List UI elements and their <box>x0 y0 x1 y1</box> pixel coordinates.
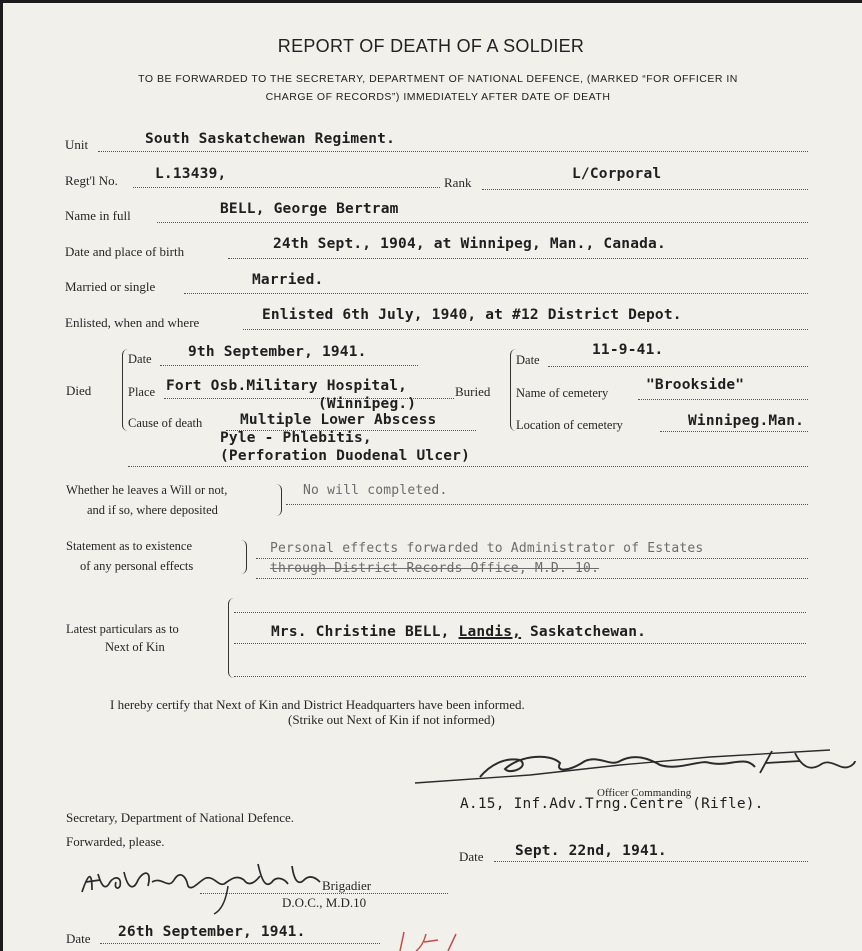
doc-text: D.O.C., M.D.10 <box>282 895 367 910</box>
secretary-text: Secretary, Department of National Defence. <box>66 810 294 825</box>
buried-label: Buried <box>455 384 491 399</box>
enlisted-value: Enlisted 6th July, 1940, at #12 District Depot. <box>262 307 682 323</box>
rank-label: Rank <box>444 175 472 190</box>
died-place-value: Fort Osb.Military Hospital, <box>166 378 408 394</box>
cemetery-name-value: "Brookside" <box>646 377 745 393</box>
effects-label-1: Statement as to existence <box>66 539 193 553</box>
died-date-label: Date <box>128 352 152 366</box>
cause-value-2: Pyle - Phlebitis, <box>220 430 372 446</box>
effects-line-2 <box>256 578 808 579</box>
subtitle-line-2: CHARGE OF RECORDS”) IMMEDIATELY AFTER DATE OF DEATH <box>265 91 611 103</box>
will-brace <box>276 484 282 516</box>
brigadier-text: Brigadier <box>322 878 372 893</box>
rank-value: L/Corporal <box>572 166 662 182</box>
buried-date-value: 11-9-41. <box>592 342 664 358</box>
cause-extra-line <box>128 466 808 467</box>
died-label: Died <box>66 383 92 398</box>
regt-value: L.13439, <box>155 166 227 182</box>
bottom-date-value: 26th September, 1941. <box>118 924 306 940</box>
subtitle-line-1: TO BE FORWARDED TO THE SECRETARY, DEPARTMENT OF NATIONAL DEFENCE, (MARKED “FOR OFFICER IN <box>138 73 738 85</box>
cemetery-name-line <box>638 399 808 400</box>
effects-value-1: Personal effects forwarded to Administrator of Estates <box>270 541 704 556</box>
name-line <box>157 222 808 223</box>
died-date-line <box>160 365 418 366</box>
red-pencil-mark <box>390 928 480 951</box>
kin-value-town: Landis, <box>458 624 522 640</box>
unit-line <box>98 151 808 152</box>
forwarded-text: Forwarded, please. <box>66 834 165 849</box>
birth-label: Date and place of birth <box>65 244 185 259</box>
cemetery-location-label: Location of cemetery <box>516 418 623 432</box>
enlisted-label: Enlisted, when and where <box>65 315 200 330</box>
kin-label-2: Next of Kin <box>105 640 165 654</box>
certify-line-1: I hereby certify that Next of Kin and District Headquarters have been informed. <box>110 697 525 712</box>
enlisted-line <box>243 329 808 330</box>
officer-date-label: Date <box>459 849 484 864</box>
kin-line-1 <box>234 612 806 613</box>
document-title: REPORT OF DEATH OF A SOLDIER <box>277 36 585 56</box>
cemetery-location-value: Winnipeg.Man. <box>688 413 805 429</box>
brigadier-line <box>200 893 448 894</box>
birth-value: 24th Sept., 1904, at Winnipeg, Man., Canada. <box>273 236 666 252</box>
kin-value-province: Saskatchewan. <box>530 624 647 640</box>
regt-label: Regt'l No. <box>65 173 118 188</box>
cemetery-location-line <box>660 431 808 432</box>
effects-label-2: of any personal effects <box>80 559 194 573</box>
buried-date-label: Date <box>516 353 540 367</box>
will-label-1: Whether he leaves a Will or not, <box>66 483 228 497</box>
kin-label-1: Latest particulars as to <box>66 622 179 636</box>
officer-date-value: Sept. 22nd, 1941. <box>515 843 667 859</box>
married-value: Married. <box>252 272 324 288</box>
died-place-label: Place <box>128 385 156 399</box>
officer-commanding-label: Officer Commanding <box>597 787 692 799</box>
effects-value-2-struck: through District Records Office, M.D. 10. <box>270 561 600 576</box>
scan-border-top <box>0 0 862 3</box>
will-line <box>286 504 808 505</box>
unit-label: Unit <box>65 137 89 152</box>
name-value: BELL, George Bertram <box>220 201 399 217</box>
cause-label: Cause of death <box>128 416 203 430</box>
rank-line <box>482 189 808 190</box>
buried-date-line <box>548 366 808 367</box>
effects-line-1 <box>256 558 808 559</box>
name-label: Name in full <box>65 208 131 223</box>
officer-date-line <box>494 861 808 862</box>
effects-brace <box>241 540 247 574</box>
died-place-value-2: (Winnipeg.) <box>318 396 417 412</box>
certify-line-2: (Strike out Next of Kin if not informed) <box>288 712 495 727</box>
married-line <box>184 293 808 294</box>
cause-value-1: Multiple Lower Abscess <box>240 412 437 428</box>
kin-line-2 <box>234 643 806 644</box>
married-label: Married or single <box>65 279 156 294</box>
document-subtitle <box>62 70 814 106</box>
kin-value <box>271 624 646 640</box>
regt-line <box>133 187 440 188</box>
kin-line-3 <box>234 676 806 677</box>
will-value: No will completed. <box>303 483 448 498</box>
scan-border-left <box>0 0 3 951</box>
cause-value-3: (Perforation Duodenal Ulcer) <box>220 448 471 464</box>
kin-brace <box>228 598 235 678</box>
died-date-value: 9th September, 1941. <box>188 344 367 360</box>
will-label-2: and if so, where deposited <box>87 503 218 517</box>
kin-value-name: Mrs. Christine BELL, <box>271 624 450 640</box>
birth-line <box>228 258 808 259</box>
unit-value: South Saskatchewan Regiment. <box>145 131 396 147</box>
bottom-date-label: Date <box>66 931 91 946</box>
officer-unit: A.15, Inf.Adv.Trng.Centre (Rifle). <box>460 796 764 812</box>
cemetery-name-label: Name of cemetery <box>516 386 609 400</box>
bottom-date-line <box>100 943 380 944</box>
